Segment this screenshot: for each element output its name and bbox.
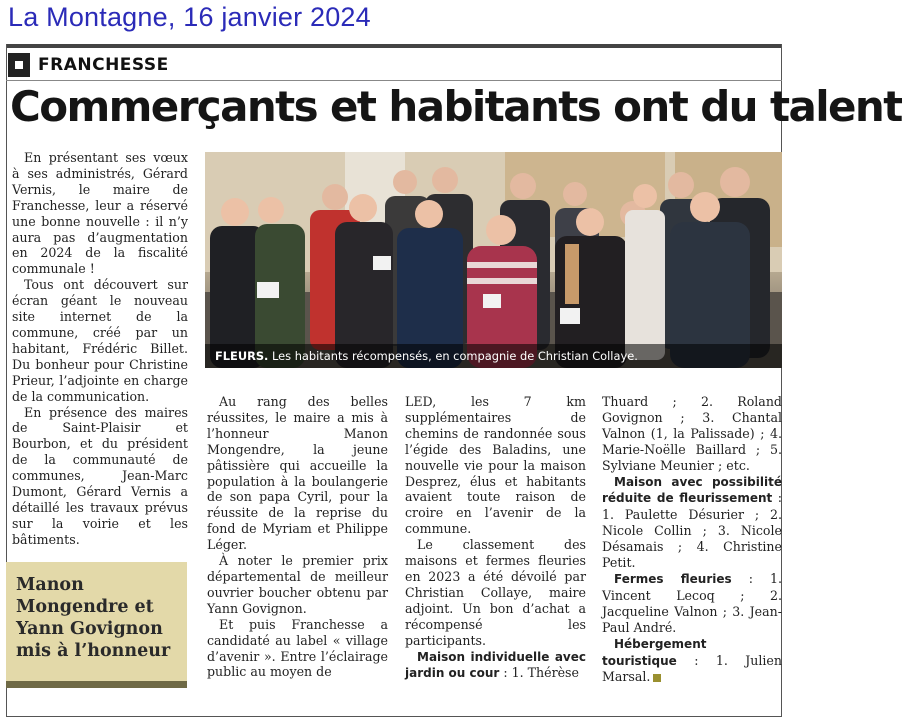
people-illustration	[205, 152, 782, 368]
end-of-article-icon	[653, 674, 661, 682]
paragraph: LED, les 7 km supplémentaires de chemins de randonnée sous l’égide des Baladins, une nouvelle vie pour la maison Desprez, élus et habitants avaient toute raison de croire en l’avenir de la commune.	[405, 394, 586, 537]
category-label: Maison avec possibilité réduite de fleurissement	[602, 474, 782, 506]
category-text: : 1. Vincent Lecoq ; 2. Jacqueline Valnon ; 3. Jean-Paul André.	[602, 570, 782, 635]
rubric-square-icon	[8, 53, 30, 77]
pull-quote-bar	[6, 681, 187, 688]
category-label: Maison individuelle avec jardin ou cour	[405, 649, 586, 681]
category-label: Hébergement touristique	[602, 636, 707, 668]
paragraph: Le classement des maisons et fermes fleuries en 2023 a été dévoilé par Christian Collaye, maire adjoint. Un bon d’achat a récompensé les participants.	[405, 537, 586, 648]
paragraph	[602, 636, 782, 686]
column-2	[207, 394, 388, 680]
category-text: : 1. Thérèse	[499, 665, 579, 681]
column-3	[405, 394, 586, 682]
category-text: : 1. Paulette Désurier ; 2. Nicole Collin ; 3. Nicole Désamais ; 4. Christine Petit.	[602, 490, 783, 571]
caption-label: FLEURS.	[215, 349, 269, 363]
paragraph: Thuard ; 2. Roland Govignon ; 3. Chantal Valnon (1, la Palissade) ; 4. Marie-Noëlle Baillard ; 5. Sylviane Meunier ; etc.	[602, 394, 782, 473]
pull-quote-line: mis à l’honneur	[16, 641, 171, 661]
pull-quote-text	[16, 574, 170, 662]
paragraph: Tous ont découvert sur écran géant le nouveau site internet de la commune, créé par un habitant, Frédéric Billet. Du bonheur pour Christine Prieur, l’adjointe en charge de la communication.	[12, 277, 188, 404]
headline: Commerçants et habitants ont du talent	[10, 82, 902, 131]
paragraph	[602, 474, 782, 571]
rubric-divider	[6, 80, 782, 81]
rubric-label: FRANCHESSE	[38, 55, 169, 75]
category-text: : 1. Julien Marsal.	[602, 652, 782, 685]
paragraph: Au rang des belles réussites, le maire a mis à l’honneur Manon Mongendre, la jeune pâtissière qui accueille la population à la boulangerie de son papa Cyril, pour la réussite de la reprise du fond de Myriam et Philippe Léger.	[207, 394, 388, 553]
paragraph	[602, 571, 782, 636]
paragraph: À noter le premier prix départemental de meilleur ouvrier boucher obtenu par Yann Govignon.	[207, 553, 388, 616]
caption-text: Les habitants récompensés, en compagnie de Christian Collaye.	[268, 349, 638, 363]
category-label: Fermes fleuries	[614, 571, 732, 586]
rubric	[8, 52, 169, 78]
paragraph: Et puis Franchesse a candidaté au label « village d’avenir ». Entre l’éclairage public au moyen de	[207, 616, 388, 680]
column-1	[12, 150, 188, 548]
paragraph: En présentant ses vœux à ses administrés, Gérard Vernis, le maire de Franchesse, leur a réservé une bonne nouvelle : il n’y aura pas d’augmentation en 2024 de la fiscalité communale !	[12, 150, 188, 277]
group-photo	[205, 152, 782, 368]
pull-quote-line: Manon	[16, 575, 84, 595]
pull-quote-line: Yann Govignon	[16, 619, 163, 639]
paragraph: En présence des maires de Saint-Plaisir et Bourbon, et du président de la communauté de communes, Jean-Marc Dumont, Gérard Vernis a détaillé les travaux prévus sur la voirie et les bâtiments.	[12, 404, 188, 547]
photo-caption	[205, 344, 782, 368]
pull-quote-box	[6, 562, 187, 688]
column-4	[602, 394, 782, 685]
paragraph	[405, 649, 586, 683]
source-line: La Montagne, 16 janvier 2024	[8, 2, 371, 32]
pull-quote-line: Mongendre et	[16, 597, 154, 617]
